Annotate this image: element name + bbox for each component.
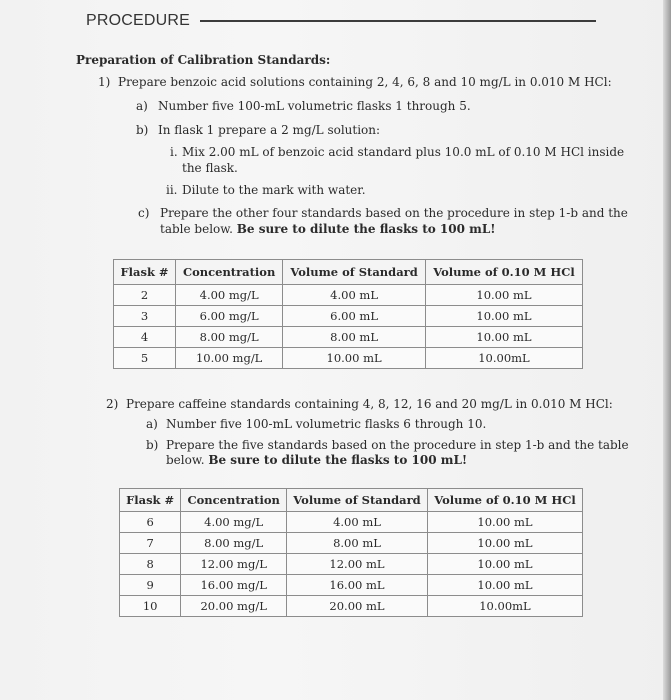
header-flask: Flask # (120, 489, 181, 512)
page-shadow-edge (663, 0, 671, 700)
flask-cell: 4 (114, 327, 176, 348)
title-rule (200, 20, 596, 22)
header-concentration: Concentration (181, 489, 287, 512)
table-header-row (120, 489, 583, 512)
step1b-i-line1: Mix 2.00 mL of benzoic acid standard plus 10.0 mL of 0.10 M HCl inside (182, 145, 625, 159)
volume-hcl-cell: 10.00mL (427, 596, 582, 617)
volume-hcl-cell: 10.00 mL (425, 306, 582, 327)
volume-standard-cell: 4.00 mL (287, 512, 428, 533)
flask-cell: 7 (120, 533, 181, 554)
step2b-line1: Prepare the five standards based on the procedure in step 1-b and the table (166, 438, 629, 452)
table-row (120, 533, 583, 554)
header-volume-hcl: Volume of 0.10 M HCl (427, 489, 582, 512)
volume-standard-cell: 8.00 mL (283, 327, 426, 348)
header-volume-standard: Volume of Standard (283, 260, 426, 285)
volume-hcl-cell: 10.00 mL (427, 575, 582, 596)
volume-standard-cell: 8.00 mL (287, 533, 428, 554)
volume-standard-cell: 16.00 mL (287, 575, 428, 596)
concentration-cell: 10.00 mg/L (176, 348, 283, 369)
table-row (120, 596, 583, 617)
step1c-line2: table below. Be sure to dilute the flasks to 100 mL! (160, 222, 496, 236)
step2-text: Prepare caffeine standards containing 4, 8, 12, 16 and 20 mg/L in 0.010 M HCl: (126, 397, 613, 411)
step2b-line2: below. Be sure to dilute the flasks to 100 mL! (166, 453, 468, 467)
table-row (120, 512, 583, 533)
volume-standard-cell: 20.00 mL (287, 596, 428, 617)
concentration-cell: 8.00 mg/L (176, 327, 283, 348)
flask-cell: 9 (120, 575, 181, 596)
volume-hcl-cell: 10.00 mL (427, 533, 582, 554)
volume-hcl-cell: 10.00 mL (425, 285, 582, 306)
step1b-ii-text: Dilute to the mark with water. (182, 183, 366, 197)
table-row (120, 575, 583, 596)
header-concentration: Concentration (176, 260, 283, 285)
concentration-cell: 16.00 mg/L (181, 575, 287, 596)
step1-text: Prepare benzoic acid solutions containing 2, 4, 6, 8 and 10 mg/L in 0.010 M HCl: (118, 75, 612, 89)
section-title: Preparation of Calibration Standards: (76, 53, 331, 67)
concentration-cell: 4.00 mg/L (181, 512, 287, 533)
step2-label: 2) (106, 397, 119, 411)
caffeine-standards-table (119, 488, 583, 617)
volume-standard-cell: 12.00 mL (287, 554, 428, 575)
step2a-text: Number five 100-mL volumetric flasks 6 through 10. (166, 417, 487, 431)
concentration-cell: 8.00 mg/L (181, 533, 287, 554)
header-flask: Flask # (114, 260, 176, 285)
table-row (120, 554, 583, 575)
step1b-i-label: i. (170, 145, 178, 159)
table-row (114, 327, 583, 348)
concentration-cell: 20.00 mg/L (181, 596, 287, 617)
step1c-line1: Prepare the other four standards based on the procedure in step 1-b and the (160, 206, 628, 220)
concentration-cell: 12.00 mg/L (181, 554, 287, 575)
concentration-cell: 6.00 mg/L (176, 306, 283, 327)
step1b-i-line2: the flask. (182, 161, 238, 175)
flask-cell: 2 (114, 285, 176, 306)
table-row (114, 348, 583, 369)
flask-cell: 10 (120, 596, 181, 617)
flask-cell: 3 (114, 306, 176, 327)
flask-cell: 8 (120, 554, 181, 575)
flask-cell: 5 (114, 348, 176, 369)
step1-label: 1) (98, 75, 111, 89)
volume-standard-cell: 10.00 mL (283, 348, 426, 369)
header-volume-standard: Volume of Standard (287, 489, 428, 512)
volume-hcl-cell: 10.00mL (425, 348, 582, 369)
volume-hcl-cell: 10.00 mL (425, 327, 582, 348)
table-header-row (114, 260, 583, 285)
step1c-label: c) (138, 206, 150, 220)
step1b-ii-label: ii. (166, 183, 178, 197)
volume-standard-cell: 4.00 mL (283, 285, 426, 306)
step2a-label: a) (146, 417, 158, 431)
header-volume-hcl: Volume of 0.10 M HCl (425, 260, 582, 285)
table-row (114, 306, 583, 327)
step1b-label: b) (136, 123, 149, 137)
benzoic-acid-standards-table (113, 259, 583, 369)
step2b-label: b) (146, 438, 159, 452)
volume-standard-cell: 6.00 mL (283, 306, 426, 327)
step1a-label: a) (136, 99, 148, 113)
step1b-text: In flask 1 prepare a 2 mg/L solution: (158, 123, 381, 137)
table-row (114, 285, 583, 306)
page-title: PROCEDURE (86, 12, 191, 29)
concentration-cell: 4.00 mg/L (176, 285, 283, 306)
volume-hcl-cell: 10.00 mL (427, 554, 582, 575)
step1a-text: Number five 100-mL volumetric flasks 1 through 5. (158, 99, 471, 113)
flask-cell: 6 (120, 512, 181, 533)
volume-hcl-cell: 10.00 mL (427, 512, 582, 533)
